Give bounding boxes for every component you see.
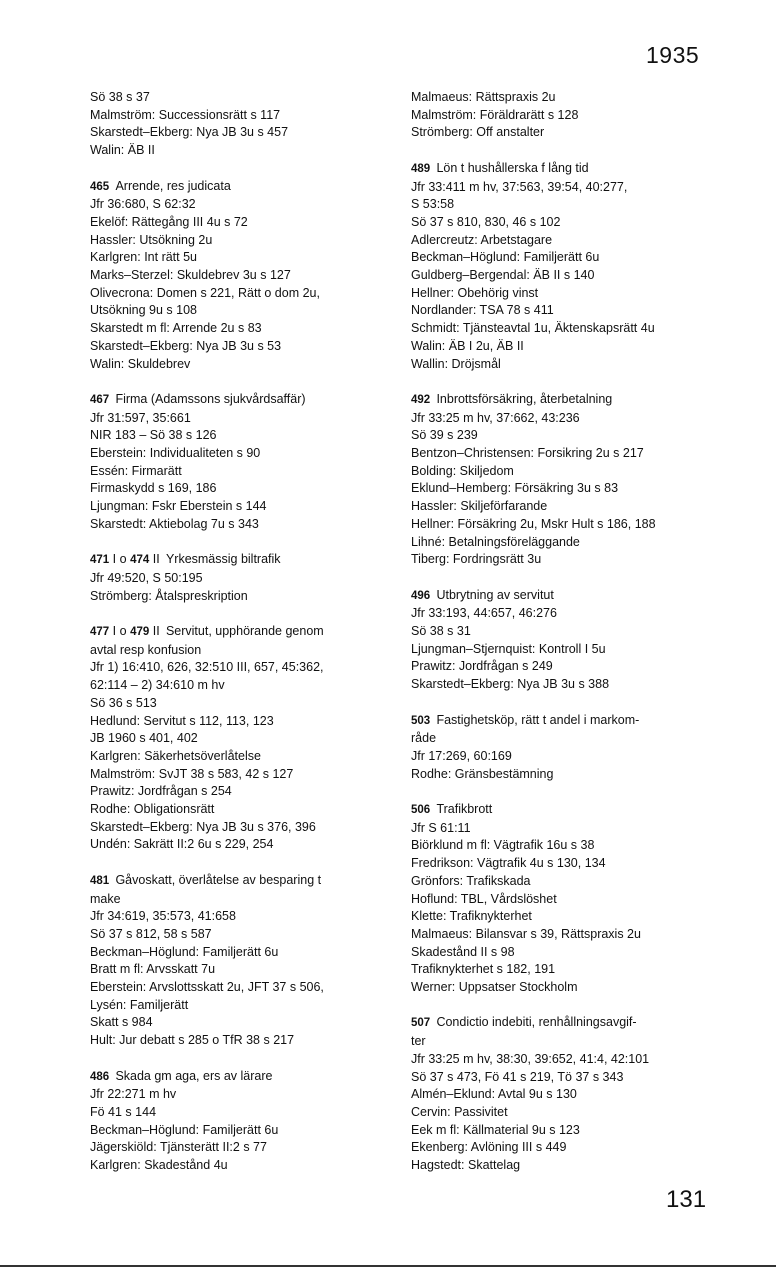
- reference-line: Nordlander: TSA 78 s 411: [411, 303, 554, 318]
- reference-line: ter: [411, 1034, 426, 1049]
- entry-number-end: 474: [130, 554, 150, 567]
- reference-line: Jfr 33:25 m hv, 37:662, 43:236: [411, 410, 580, 425]
- reference-line: Essén: Firmarätt: [90, 463, 182, 478]
- reference-line: Lysén: Familjerätt: [90, 997, 189, 1012]
- entry-heading: [90, 178, 390, 197]
- entry-heading: [411, 160, 711, 179]
- entry-number: 481: [90, 874, 110, 887]
- reference-line: Jfr 33:411 m hv, 37:563, 39:54, 40:277,: [411, 179, 628, 194]
- entry: [411, 89, 711, 142]
- reference-line: Hagstedt: Skattelag: [411, 1158, 521, 1173]
- reference-line: Fö 41 s 144: [90, 1104, 157, 1119]
- reference-line: Firmaskydd s 169, 186: [90, 481, 217, 496]
- entry: [90, 178, 390, 374]
- entry: [90, 391, 390, 534]
- entry: [90, 872, 390, 1050]
- reference-line: Skadestånd II s 98: [411, 944, 515, 959]
- entry: [411, 1014, 711, 1174]
- reference-line: Strömberg: Åtalspreskription: [90, 588, 248, 603]
- reference-line: Guldberg–Bergendal: ÄB II s 140: [411, 268, 595, 283]
- reference-line: NIR 183 – Sö 38 s 126: [90, 428, 217, 443]
- reference-line: Tiberg: Fordringsrätt 3u: [411, 552, 542, 567]
- reference-line: Werner: Uppsatser Stockholm: [411, 980, 578, 995]
- entry-heading: [411, 1014, 711, 1033]
- reference-line: JB 1960 s 401, 402: [90, 731, 198, 746]
- entry-number: 496: [411, 589, 431, 602]
- reference-line: Prawitz: Jordfrågan s 249: [411, 659, 553, 674]
- entry: [90, 1068, 390, 1175]
- entry-title: Firma (Adamssons sjukvårdsaffär): [115, 391, 306, 406]
- reference-line: Skarstedt–Ekberg: Nya JB 3u s 53: [90, 338, 282, 353]
- reference-line: Karlgren: Int rätt 5u: [90, 250, 198, 265]
- reference-line: Cervin: Passivitet: [411, 1104, 508, 1119]
- reference-line: Almén–Eklund: Avtal 9u s 130: [411, 1087, 577, 1102]
- left-column: [90, 89, 390, 1192]
- entry: [90, 551, 390, 605]
- reference-line: Ekelöf: Rättegång III 4u s 72: [90, 214, 248, 229]
- entry-title: Inbrottsförsäkring, återbetalning: [436, 391, 613, 406]
- reference-line: Skarstedt: Aktiebolag 7u s 343: [90, 516, 259, 531]
- reference-line: Ljungman: Fskr Eberstein s 144: [90, 499, 267, 514]
- entry-title: Utbrytning av servitut: [436, 587, 554, 602]
- entry-number: 465: [90, 180, 110, 193]
- reference-line: Marks–Sterzel: Skuldebrev 3u s 127: [90, 268, 291, 283]
- entry-title: Fastighetsköp, rätt t andel i markom-: [436, 712, 640, 727]
- reference-line: Beckman–Höglund: Familjerätt 6u: [411, 250, 600, 265]
- entry-title: Condictio indebiti, renhållningsavgif-: [436, 1015, 637, 1030]
- entry-number: 492: [411, 393, 431, 406]
- entry: [411, 801, 711, 997]
- reference-line: Sö 39 s 239: [411, 428, 478, 443]
- entry-number: 471: [90, 554, 110, 567]
- bottom-rule: [0, 1265, 776, 1267]
- reference-line: Hult: Jur debatt s 285 o TfR 38 s 217: [90, 1033, 295, 1048]
- reference-line: Rodhe: Obligationsrätt: [90, 802, 215, 817]
- entry-heading: [411, 391, 711, 410]
- reference-line: Hassler: Utsökning 2u: [90, 232, 213, 247]
- entry-title: Trafikbrott: [436, 802, 493, 817]
- entry-heading: [90, 872, 390, 891]
- entry-heading: [90, 623, 390, 642]
- reference-line: Olivecrona: Domen s 221, Rätt o dom 2u,: [90, 285, 320, 300]
- reference-line: Malmström: Successionsrätt s 117: [90, 107, 281, 122]
- entry-number: 477: [90, 626, 110, 639]
- entry-number: 467: [90, 393, 110, 406]
- reference-line: 62:114 – 2) 34:610 m hv: [90, 678, 225, 693]
- reference-line: Ekenberg: Avlöning III s 449: [411, 1140, 567, 1155]
- reference-line: Skarstedt–Ekberg: Nya JB 3u s 388: [411, 677, 610, 692]
- reference-line: Hellner: Obehörig vinst: [411, 285, 539, 300]
- reference-line: Eek m fl: Källmaterial 9u s 123: [411, 1122, 580, 1137]
- reference-line: Malmström: SvJT 38 s 583, 42 s 127: [90, 766, 294, 781]
- reference-line: Hedlund: Servitut s 112, 113, 123: [90, 713, 274, 728]
- reference-line: Undén: Sakrätt II:2 6u s 229, 254: [90, 837, 274, 852]
- reference-line: Jfr 17:269, 60:169: [411, 748, 512, 763]
- reference-line: avtal resp konfusion: [90, 642, 202, 657]
- reference-line: Hassler: Skiljeförfarande: [411, 499, 548, 514]
- reference-line: Ljungman–Stjernquist: Kontroll I 5u: [411, 641, 606, 656]
- entry: [90, 89, 390, 160]
- reference-line: Skatt s 984: [90, 1015, 153, 1030]
- reference-line: Klette: Trafiknykterhet: [411, 909, 532, 924]
- reference-line: Utsökning 9u s 108: [90, 303, 198, 318]
- reference-line: Bentzon–Christensen: Forsikring 2u s 217: [411, 446, 644, 461]
- entry-number: 506: [411, 804, 431, 817]
- reference-line: Jfr 36:680, S 62:32: [90, 197, 196, 212]
- entry: [90, 623, 390, 854]
- entry-volume-suffix: II: [152, 624, 160, 639]
- entry-volume-suffix: II: [152, 552, 160, 567]
- reference-line: Jfr 33:193, 44:657, 46:276: [411, 606, 557, 621]
- reference-line: Strömberg: Off anstalter: [411, 125, 545, 140]
- reference-line: Hellner: Försäkring 2u, Mskr Hult s 186, 188: [411, 516, 656, 531]
- page-year: 1935: [646, 42, 700, 68]
- reference-line: Skarstedt–Ekberg: Nya JB 3u s 457: [90, 125, 289, 140]
- entry-heading: [411, 712, 711, 731]
- reference-line: Adlercreutz: Arbetstagare: [411, 232, 553, 247]
- reference-line: Eklund–Hemberg: Försäkring 3u s 83: [411, 481, 619, 496]
- reference-line: Sö 37 s 812, 58 s 587: [90, 926, 212, 941]
- reference-line: Jfr S 61:11: [411, 820, 471, 835]
- entry: [411, 712, 711, 784]
- reference-line: Walin: Skuldebrev: [90, 356, 191, 371]
- reference-line: Skarstedt–Ekberg: Nya JB 3u s 376, 396: [90, 819, 316, 834]
- reference-line: Malmaeus: Bilansvar s 39, Rättspraxis 2u: [411, 926, 641, 941]
- entry-title: Lön t hushållerska f lång tid: [436, 160, 589, 175]
- entry-number: 507: [411, 1017, 431, 1030]
- entry-heading: [411, 587, 711, 606]
- reference-line: Sö 38 s 37: [90, 90, 150, 104]
- reference-line: Malmaeus: Rättspraxis 2u: [411, 90, 556, 104]
- reference-line: Sö 36 s 513: [90, 695, 157, 710]
- reference-line: Trafiknykterhet s 182, 191: [411, 962, 556, 977]
- entry-title: Skada gm aga, ers av lärare: [115, 1068, 273, 1083]
- entry-title: Gåvoskatt, överlåtelse av besparing t: [115, 872, 322, 887]
- entry-number-end: 479: [130, 626, 150, 639]
- reference-line: Karlgren: Skadestånd 4u: [90, 1158, 228, 1173]
- reference-line: råde: [411, 731, 437, 746]
- entry-heading: [90, 551, 390, 570]
- reference-line: Jfr 1) 16:410, 626, 32:510 III, 657, 45:362,: [90, 660, 324, 675]
- entry-title: Servitut, upphörande genom: [165, 624, 324, 639]
- page-number: 131: [666, 1186, 707, 1213]
- reference-line: Jägerskiöld: Tjänsterätt II:2 s 77: [90, 1140, 267, 1155]
- reference-line: Biörklund m fl: Vägtrafik 16u s 38: [411, 838, 595, 853]
- reference-line: Hoflund: TBL, Vårdslöshet: [411, 891, 557, 906]
- entry: [411, 391, 711, 569]
- entry-number: 489: [411, 162, 431, 175]
- reference-line: S 53:58: [411, 197, 455, 212]
- entry-title: Yrkesmässig biltrafik: [165, 552, 281, 567]
- entry-title: Arrende, res judicata: [115, 178, 231, 193]
- reference-line: Bolding: Skiljedom: [411, 463, 514, 478]
- entry-number: 503: [411, 714, 431, 727]
- entry-number: 486: [90, 1070, 110, 1083]
- entry-heading: [90, 1068, 390, 1087]
- reference-line: Beckman–Höglund: Familjerätt 6u: [90, 1122, 279, 1137]
- reference-line: Jfr 49:520, S 50:195: [90, 570, 203, 585]
- reference-line: Eberstein: Individualiteten s 90: [90, 446, 261, 461]
- entry-volume-range: I o: [112, 624, 127, 639]
- entry: [411, 160, 711, 373]
- reference-line: Walin: ÄB II: [90, 143, 155, 158]
- entry: [411, 587, 711, 694]
- reference-line: Walin: ÄB I 2u, ÄB II: [411, 338, 524, 353]
- reference-line: Rodhe: Gränsbestämning: [411, 766, 554, 781]
- reference-line: Jfr 33:25 m hv, 38:30, 39:652, 41:4, 42:101: [411, 1051, 650, 1066]
- reference-line: Eberstein: Arvslottsskatt 2u, JFT 37 s 506,: [90, 980, 324, 995]
- reference-line: Prawitz: Jordfrågan s 254: [90, 784, 232, 799]
- reference-line: Malmström: Föräldrarätt s 128: [411, 107, 579, 122]
- reference-line: Wallin: Dröjsmål: [411, 356, 501, 371]
- right-column: [411, 89, 711, 1192]
- reference-line: Jfr 22:271 m hv: [90, 1087, 177, 1102]
- reference-line: Sö 37 s 810, 830, 46 s 102: [411, 214, 561, 229]
- reference-line: Karlgren: Säkerhetsöverlåtelse: [90, 748, 261, 763]
- reference-line: Bratt m fl: Arvsskatt 7u: [90, 962, 216, 977]
- reference-line: make: [90, 891, 121, 906]
- reference-line: Skarstedt m fl: Arrende 2u s 83: [90, 321, 262, 336]
- entry-volume-range: I o: [112, 552, 127, 567]
- reference-line: Jfr 34:619, 35:573, 41:658: [90, 909, 236, 924]
- reference-line: Lihné: Betalningsföreläggande: [411, 534, 580, 549]
- reference-line: Fredrikson: Vägtrafik 4u s 130, 134: [411, 856, 606, 871]
- reference-line: Sö 38 s 31: [411, 624, 471, 639]
- reference-line: Schmidt: Tjänsteavtal 1u, Äktenskapsrätt 4u: [411, 321, 655, 336]
- reference-line: Jfr 31:597, 35:661: [90, 410, 191, 425]
- entry-heading: [90, 391, 390, 410]
- reference-line: Grönfors: Trafikskada: [411, 873, 531, 888]
- reference-line: Sö 37 s 473, Fö 41 s 219, Tö 37 s 343: [411, 1069, 624, 1084]
- reference-line: Beckman–Höglund: Familjerätt 6u: [90, 944, 279, 959]
- entry-heading: [411, 801, 711, 820]
